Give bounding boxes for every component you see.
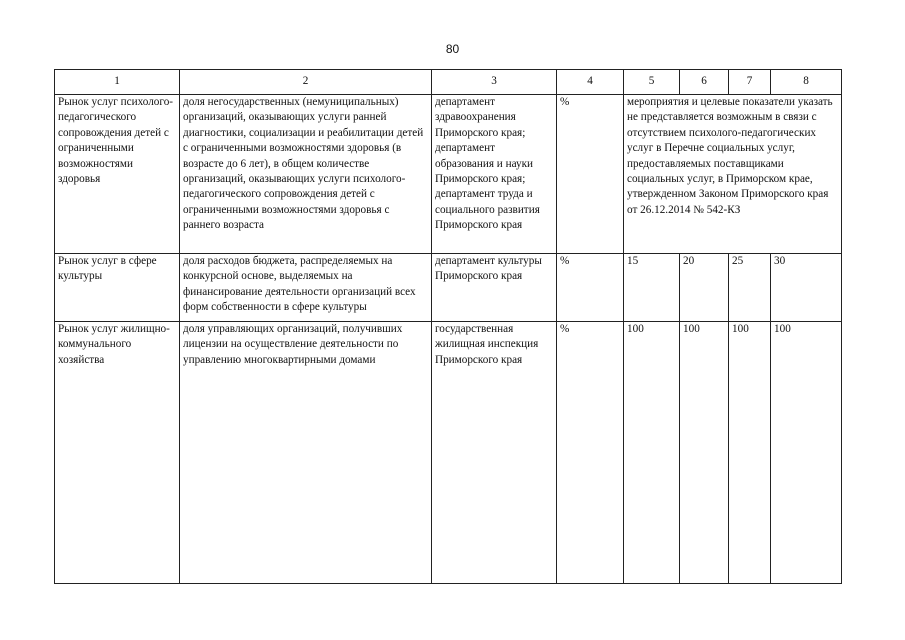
table-row <box>55 95 842 254</box>
table-row <box>55 254 842 322</box>
indicator-cell: доля управляющих организаций, получивших лицензии на осуществление деятельности по управлению многоквартирными домами <box>180 322 432 584</box>
value-cell: 100 <box>680 322 729 584</box>
value-cell: 100 <box>624 322 680 584</box>
indicators-table <box>54 69 842 584</box>
indicator-cell: доля расходов бюджета, распределяемых на конкурсной основе, выделяемых на финансирование деятельности организаций всех форм собственности в сфере культуры <box>180 254 432 322</box>
responsible-cell: государственная жилищная инспекция Приморского края <box>432 322 557 584</box>
value-cell: 15 <box>624 254 680 322</box>
merged-note-cell: мероприятия и целевые показатели указать не представляется возможным в связи с отсутствием психолого-педагогических услуг в Перечне социальных услуг, предоставляемых поставщиками социальных услуг, в Приморском крае, утвержденном Законом Приморского края от 26.12.2014 № 542-КЗ <box>624 95 842 254</box>
page-number: 80 <box>445 42 460 56</box>
value-cell: 30 <box>771 254 842 322</box>
column-header: 4 <box>557 70 624 95</box>
value-cell: 100 <box>771 322 842 584</box>
table-row <box>55 322 842 584</box>
column-header: 3 <box>432 70 557 95</box>
header-row <box>55 70 842 95</box>
column-header: 8 <box>771 70 842 95</box>
value-cell: 100 <box>729 322 771 584</box>
column-header: 2 <box>180 70 432 95</box>
column-header: 6 <box>680 70 729 95</box>
value-cell: 20 <box>680 254 729 322</box>
column-header: 7 <box>729 70 771 95</box>
unit-cell: % <box>557 322 624 584</box>
market-cell: Рынок услуг жилищно-коммунального хозяйства <box>55 322 180 584</box>
market-cell: Рынок услуг в сфере культуры <box>55 254 180 322</box>
responsible-cell: департамент здравоохранения Приморского края; департамент образования и науки Приморского края; департамент труда и социального развития Приморского края <box>432 95 557 254</box>
indicator-cell: доля негосударственных (немуниципальных) организаций, оказывающих услуги ранней диагностики, социализации и реабилитации детей с ограниченными возможностями здоровья (в возрасте до 6 лет), в общем количестве организаций, оказывающих услуги психолого-педагогического сопровождения детей с ограниченными возможностями здоровья с раннего возраста <box>180 95 432 254</box>
value-cell: 25 <box>729 254 771 322</box>
responsible-cell: департамент культуры Приморского края <box>432 254 557 322</box>
unit-cell: % <box>557 254 624 322</box>
market-cell: Рынок услуг психолого-педагогического сопровождения детей с ограниченными возможностями здоровья <box>55 95 180 254</box>
column-header: 1 <box>55 70 180 95</box>
unit-cell: % <box>557 95 624 254</box>
column-header: 5 <box>624 70 680 95</box>
